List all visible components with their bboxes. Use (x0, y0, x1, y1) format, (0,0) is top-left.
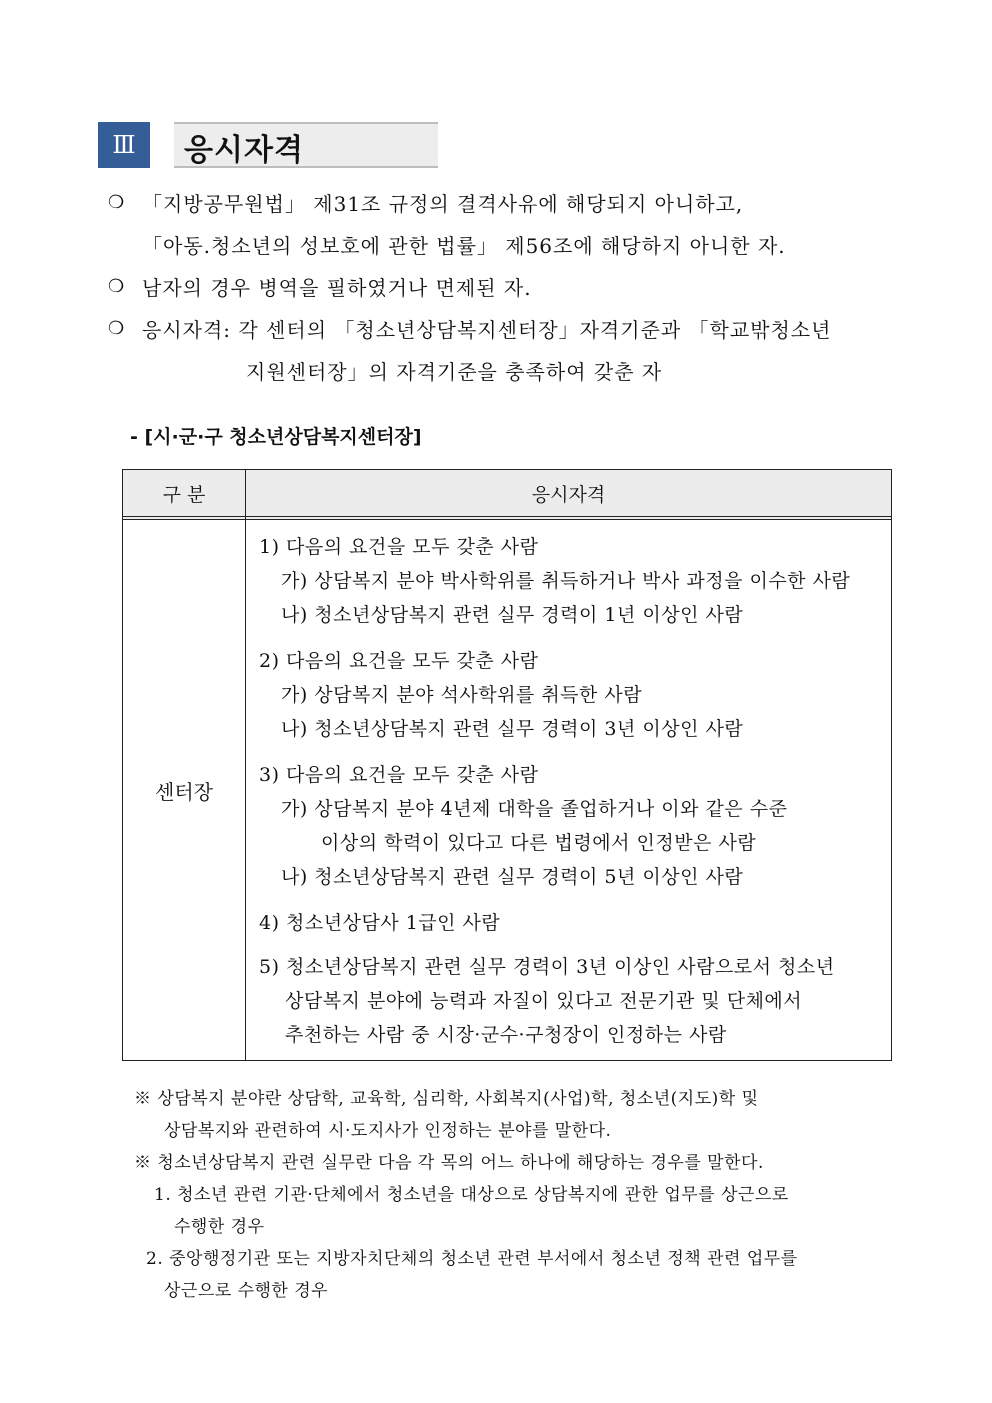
qualification-table (122, 469, 892, 1061)
content-line: 3) 다음의 요건을 모두 갖춘 사람 (259, 764, 539, 786)
bullet-1-line-1: 「지방공무원법」 제31조 규정의 결격사유에 해당되지 아니하고, (142, 192, 744, 216)
content-line: 나) 청소년상담복지 관련 실무 경력이 5년 이상인 사람 (281, 866, 744, 888)
bullet-icon: ❍ (108, 276, 125, 297)
header-qualification: 응시자격 (531, 483, 606, 506)
row-label: 센터장 (155, 779, 213, 804)
content-line: 추천하는 사람 중 시장·군수·구청장이 인정하는 사람 (285, 1024, 727, 1046)
content-line: 2) 다음의 요건을 모두 갖춘 사람 (259, 650, 539, 672)
content-line: 4) 청소년상담사 1급인 사람 (259, 912, 501, 934)
header-category: 구 분 (162, 483, 206, 506)
content-line: 나) 청소년상담복지 관련 실무 경력이 3년 이상인 사람 (281, 718, 744, 740)
section-title: 응시자격 (184, 133, 304, 168)
bullet-3-line-2: 지원센터장」의 자격기준을 충족하여 갖춘 자 (246, 360, 663, 384)
section-title-box (174, 122, 438, 168)
content-line: 가) 상담복지 분야 4년제 대학을 졸업하거나 이와 같은 수준 (281, 798, 788, 820)
note-line: 상근으로 수행한 경우 (164, 1281, 329, 1301)
content-line: 이상의 학력이 있다고 다른 법령에서 인정받은 사람 (321, 832, 757, 854)
bullet-2-line-1: 남자의 경우 병역을 필하였거나 면제된 자. (142, 276, 532, 300)
subheading: - [시·군·구 청소년상담복지센터장] (130, 426, 422, 448)
note-line: ※ 청소년상담복지 관련 실무란 다음 각 목의 어느 하나에 해당하는 경우를 말한다. (134, 1153, 764, 1173)
bullet-icon: ❍ (108, 318, 125, 339)
note-line: 1. 청소년 관련 기관·단체에서 청소년을 대상으로 상담복지에 관한 업무를 상근으로 (154, 1185, 789, 1205)
content-line: 가) 상담복지 분야 박사학위를 취득하거나 박사 과정을 이수한 사람 (281, 570, 851, 592)
note-line: 2. 중앙행정기관 또는 지방자치단체의 청소년 관련 부서에서 청소년 정책 관련 업무를 (146, 1249, 798, 1269)
note-line: 수행한 경우 (174, 1217, 265, 1237)
note-line: ※ 상담복지 분야란 상담학, 교육학, 심리학, 사회복지(사업)학, 청소년(지도)학 및 (134, 1089, 759, 1109)
bullet-icon: ❍ (108, 192, 125, 213)
bullet-1-line-2: 「아동.청소년의 성보호에 관한 법률」 제56조에 해당하지 아니한 자. (142, 234, 786, 258)
note-line: 상담복지와 관련하여 시·도지사가 인정하는 분야를 말한다. (164, 1121, 612, 1141)
content-line: 가) 상담복지 분야 석사학위를 취득한 사람 (281, 684, 643, 706)
content-line: 5) 청소년상담복지 관련 실무 경력이 3년 이상인 사람으로서 청소년 (259, 956, 835, 978)
content-line: 1) 다음의 요건을 모두 갖춘 사람 (259, 536, 539, 558)
section-number: Ⅲ (98, 122, 150, 168)
content-line: 상담복지 분야에 능력과 자질이 있다고 전문기관 및 단체에서 (285, 990, 803, 1012)
bullet-3-line-1: 응시자격: 각 센터의 「청소년상담복지센터장」자격기준과 「학교밖청소년 (142, 318, 832, 342)
column-divider (245, 470, 246, 1060)
content-line: 나) 청소년상담복지 관련 실무 경력이 1년 이상인 사람 (281, 604, 744, 626)
